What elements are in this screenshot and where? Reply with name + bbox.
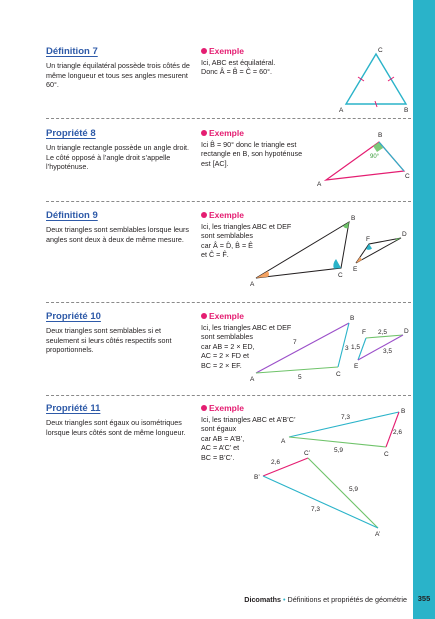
separator [46,302,411,303]
footer-brand: Dicomaths [244,595,281,604]
label-F: F [362,329,366,336]
section-text: Un triangle rectangle possède un angle droit. Le côté opposé à l’angle droit s’appelle l’hypoténuse. [46,143,190,172]
section-propriete-8 [46,128,411,188]
label-BC: 3 [345,345,349,352]
label-BC: 2,6 [393,429,403,436]
bullet-icon [201,212,207,218]
label-A: A [250,281,255,288]
bullet-icon: • [283,595,286,604]
bullet-icon [201,405,207,411]
separator [46,201,411,202]
label-B: B [378,132,383,139]
section-text: Deux triangles sont égaux ou isométriques lorsque leurs côtés sont de même longueur. [46,418,186,437]
footer-text: Définitions et propriétés de géométrie [287,595,407,604]
label-C2: C’ [304,450,311,457]
section-text: Un triangle équilatéral possède trois côtés de même longueur et tous ses angles mesurent 60°. [46,61,190,90]
label-AC: 5,9 [334,447,344,454]
bullet-icon [201,48,207,54]
section-title: Définition 9 [46,210,98,221]
footer [244,595,407,604]
equilateral-triangle-figure [336,46,416,126]
right-triangle-figure [301,128,411,198]
section-definition-7 [46,46,411,114]
label-FD: 2,5 [378,329,388,336]
section-propriete-11 [46,403,411,538]
label-angle: 90° [370,154,380,160]
bullet-icon [201,130,207,136]
label-C: C [384,451,389,458]
label-ED: 3,5 [383,348,393,355]
label-A: A [317,181,322,188]
example-block [201,46,296,77]
example-text: Ici, ABC est équilatéral. Donc Â = B̂ = Ĉ = 60°. [201,58,276,77]
label-C: C [405,173,410,180]
label-B: B [401,408,406,415]
example-text: Ici B̂ = 90° donc le triangle est rectangle en B, son hypoténuse est [AC]. [201,140,303,168]
label-B2C2: 2,6 [271,459,281,466]
label-D: D [402,231,407,238]
separator [46,395,411,396]
page-number: 355 [417,594,431,603]
example-title: Exemple [201,128,309,138]
section-text: Deux triangles sont semblables si et seulement si leurs côtés respectifs sont proportionnels. [46,326,172,355]
label-E: E [354,363,359,370]
section-propriete-10 [46,311,411,383]
label-AC: 5 [298,374,302,381]
example-text: Ici, les triangles ABC et DEF sont semblables car AB = 2 × ED, AC = 2 × FD et BC = 2 × EF. [201,323,292,370]
separator [46,118,411,119]
section-text: Deux triangles sont semblables lorsque leurs angles sont deux à deux de même mesure. [46,225,190,244]
section-definition-9 [46,210,411,288]
label-AB: 7 [293,339,297,346]
label-C: C [338,272,343,279]
side-band [413,0,435,619]
section-title: Propriété 11 [46,403,101,414]
label-C: C [336,371,341,378]
label-E: E [353,266,358,273]
section-title: Définition 7 [46,46,98,57]
label-F: F [366,236,370,243]
label-C: C [378,47,383,54]
label-A: A [281,438,286,445]
label-B2: B’ [254,474,260,481]
label-A2C2: 5,9 [349,486,359,493]
similar-triangles-figure [241,210,411,290]
section-title: Propriété 10 [46,311,101,322]
example-title: Exemple [201,46,296,56]
equal-triangles-figure [241,403,411,543]
label-EF: 1,5 [351,344,361,351]
section-title: Propriété 8 [46,128,96,139]
example-text: Ici, les triangles ABC et A’B’C’ sont égaux car AB = A’B’, AC = A’C’ et BC = B’C’. [201,415,296,462]
example-title: Exemple [201,311,296,321]
label-B: B [351,215,356,222]
example-text: Ici, les triangles ABC et DEF sont semblables car Â = D̂, B̂ = Ê et Ĉ = F̂. [201,222,292,260]
bullet-icon [201,313,207,319]
label-A2: A’ [375,531,381,538]
example-block [201,128,309,168]
label-AB: 7,3 [341,414,351,421]
label-B: B [350,315,355,322]
label-B: B [404,107,409,114]
label-D: D [404,328,409,335]
example-title: Exemple [201,403,296,413]
label-A2B2: 7,3 [311,506,321,513]
example-title: Exemple [201,210,296,220]
label-A: A [339,107,344,114]
label-A: A [250,376,255,383]
proportional-triangles-figure [241,311,411,391]
